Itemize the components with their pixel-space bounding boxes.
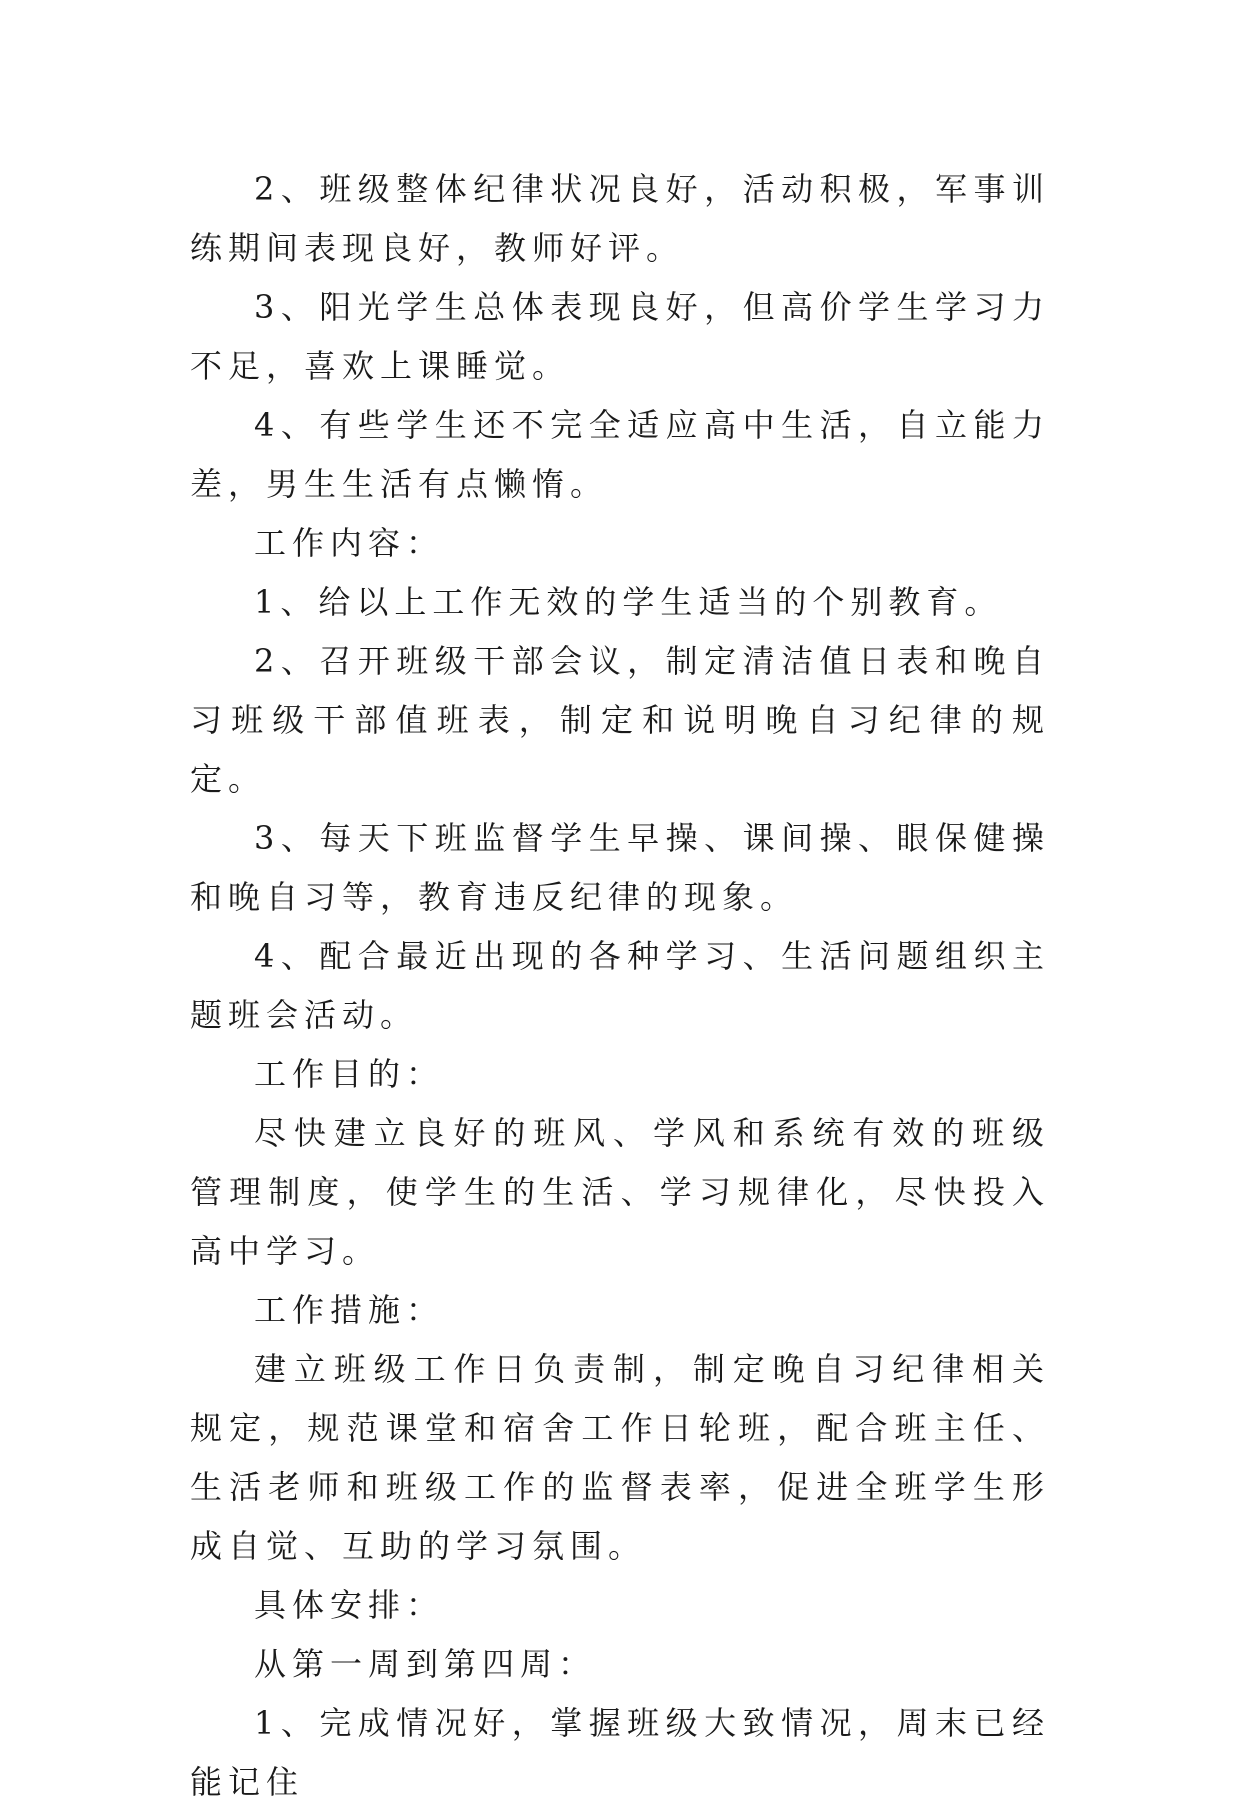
document-body	[190, 160, 1050, 1812]
paragraph-cadre-meeting: 2、召开班级干部会议，制定清洁值日表和晚自习班级干部值班表，制定和说明晚自习纪律的规定。	[190, 642, 1050, 798]
paragraph-sunshine-students: 3、阳光学生总体表现良好，但高价学生学习力不足，喜欢上课睡觉。	[190, 288, 1050, 385]
paragraph-measures: 建立班级工作日负责制，制定晚自习纪律相关规定，规范课堂和宿舍工作日轮班，配合班主任、生活老师和班级工作的监督表率，促进全班学生形成自觉、互助的学习氛围。	[190, 1350, 1050, 1565]
heading-week-range: 从第一周到第四周：	[254, 1645, 597, 1683]
paragraph-daily-supervision: 3、每天下班监督学生早操、课间操、眼保健操和晚自习等，教育违反纪律的现象。	[190, 819, 1050, 916]
paragraph-week-one-item: 1、完成情况好，掌握班级大致情况，周末已经能记住	[190, 1704, 1050, 1801]
paragraph-discipline: 2、班级整体纪律状况良好，活动积极，军事训练期间表现良好，教师好评。	[190, 170, 1050, 267]
heading-work-measures: 工作措施：	[254, 1291, 445, 1329]
paragraph-purpose: 尽快建立良好的班风、学风和系统有效的班级管理制度，使学生的生活、学习规律化，尽快投入高中学习。	[190, 1114, 1050, 1270]
heading-work-content: 工作内容：	[254, 524, 445, 562]
paragraph-individual-education: 1、给以上工作无效的学生适当的个别教育。	[254, 583, 1003, 621]
heading-specific-arrangement: 具体安排：	[254, 1586, 445, 1624]
heading-work-purpose: 工作目的：	[254, 1055, 445, 1093]
paragraph-theme-meeting: 4、配合最近出现的各种学习、生活问题组织主题班会活动。	[190, 937, 1050, 1034]
paragraph-adaptation: 4、有些学生还不完全适应高中生活，自立能力差，男生生活有点懒惰。	[190, 406, 1050, 503]
